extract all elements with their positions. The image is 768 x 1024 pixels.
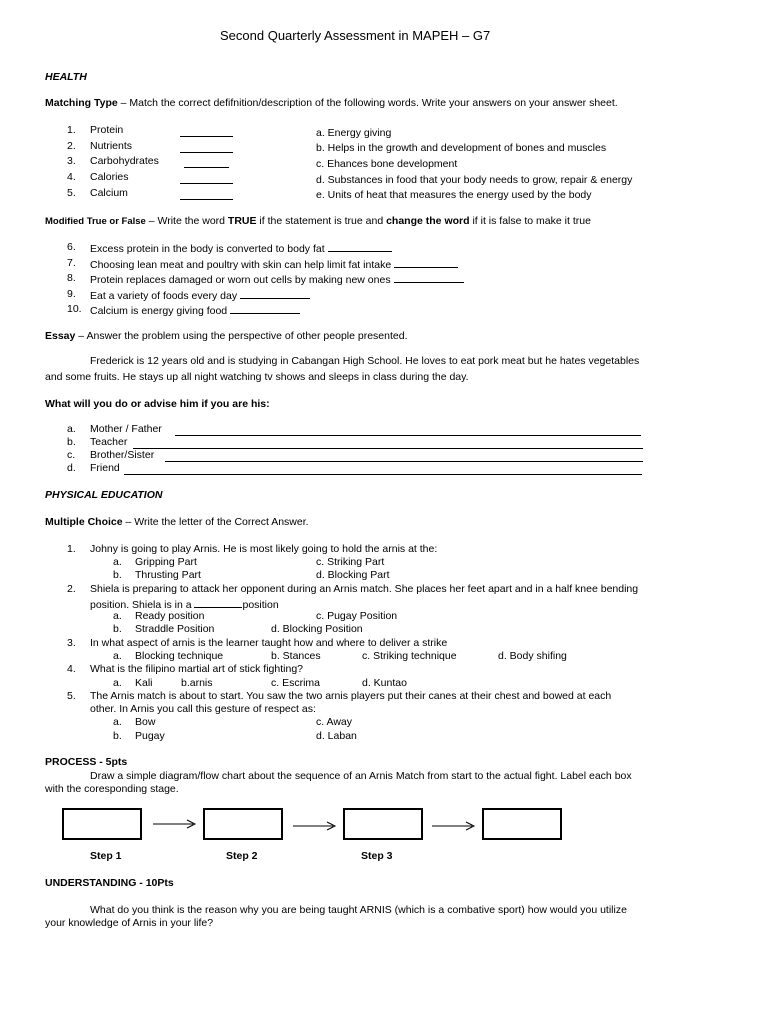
- arrow-right-icon: [432, 820, 478, 832]
- step-label: Step 3: [361, 850, 393, 862]
- choice-item: a. Energy giving: [316, 127, 392, 139]
- process-label: PROCESS - 5pts: [45, 756, 128, 768]
- essay-instruction-text: – Answer the problem using the perspective of other people presented.: [75, 330, 408, 342]
- essay-label: Essay: [45, 330, 76, 342]
- matching-num: 2.: [67, 140, 76, 152]
- option-text: c. Striking technique: [362, 650, 457, 662]
- option-text: Pugay: [135, 730, 165, 742]
- option-text: Straddle Position: [135, 623, 215, 635]
- tf-text: [90, 257, 458, 272]
- tf-statement: Protein replaces damaged or worn out cells by making new ones: [90, 274, 391, 286]
- essay-letter: c.: [67, 449, 76, 461]
- question-num: 1.: [67, 543, 76, 555]
- question-text: Johny is going to play Arnis. He is most likely going to hold the arnis at the:: [90, 543, 438, 555]
- answer-blank[interactable]: [180, 173, 233, 184]
- process-instruction: Draw a simple diagram/flow chart about the sequence of an Arnis Match from start to the actual fight. Label each box: [90, 770, 632, 782]
- understanding-question: your knowledge of Arnis in your life?: [45, 917, 214, 929]
- essay-paragraph: and some fruits. He stays up all night watching tv shows and sleeps in class during the day.: [45, 371, 469, 383]
- option-text: Ready position: [135, 610, 205, 622]
- understanding-question: What do you think is the reason why you are being taught ARNIS (which is a combative sport) how would you utilize: [90, 904, 627, 916]
- option-letter: a.: [113, 650, 122, 662]
- answer-blank[interactable]: [180, 142, 233, 153]
- option-text: c. Striking Part: [316, 556, 385, 568]
- choice-item: c. Ehances bone development: [316, 158, 458, 170]
- option-text: c. Away: [316, 716, 352, 728]
- option-text: d. Blocking Position: [271, 623, 363, 635]
- essay-who: Brother/Sister: [90, 449, 155, 461]
- tf-statement: Calcium is energy giving food: [90, 305, 228, 317]
- choice-item: e. Units of heat that measures the energy used by the body: [316, 189, 592, 201]
- option-text: Gripping Part: [135, 556, 197, 568]
- question-fragment: position. Shiela is in a: [90, 599, 195, 611]
- matching-instruction: [45, 97, 618, 110]
- process-instruction: with the coresponding stage.: [45, 783, 179, 795]
- option-letter: b.: [113, 730, 122, 742]
- answer-line[interactable]: [133, 438, 643, 449]
- essay-who: Mother / Father: [90, 423, 162, 435]
- flow-box-step-1[interactable]: [62, 808, 142, 840]
- truefalse-instruction: [45, 215, 591, 228]
- matching-word: Calcium: [90, 187, 128, 199]
- option-text: Thrusting Part: [135, 569, 201, 581]
- answer-line[interactable]: [124, 464, 642, 475]
- understanding-label: UNDERSTANDING - 10Pts: [45, 877, 174, 889]
- option-letter: a.: [113, 677, 122, 689]
- choice-item: d. Substances in food that your body needs to grow, repair & energy: [316, 174, 633, 186]
- pe-heading: PHYSICAL EDUCATION: [45, 489, 163, 501]
- question-text-cont: other. In Arnis you call this gesture of respect as:: [90, 703, 316, 715]
- arrow-right-icon: [293, 820, 339, 832]
- flow-box-step-4[interactable]: [482, 808, 562, 840]
- option-text: Blocking technique: [135, 650, 224, 662]
- mc-instruction-text: – Write the letter of the Correct Answer.: [122, 516, 309, 528]
- matching-num: 1.: [67, 124, 76, 136]
- essay-letter: b.: [67, 436, 76, 448]
- option-text: b.arnis: [181, 677, 213, 689]
- option-text: d. Blocking Part: [316, 569, 390, 581]
- option-text: c. Pugay Position: [316, 610, 398, 622]
- option-text: d. Body shifing: [498, 650, 567, 662]
- step-label: Step 1: [90, 850, 122, 862]
- matching-word: Nutrients: [90, 140, 133, 152]
- option-text: d. Laban: [316, 730, 357, 742]
- essay-question: What will you do or advise him if you are his:: [45, 398, 270, 410]
- mc-label: Multiple Choice: [45, 516, 123, 528]
- question-text: What is the filipino martial art of stick fighting?: [90, 663, 304, 675]
- option-letter: a.: [113, 716, 122, 728]
- tf-num: 8.: [67, 272, 76, 284]
- instruction-text: if the statement is true and: [256, 215, 387, 227]
- question-num: 3.: [67, 637, 76, 649]
- tf-statement: Eat a variety of foods every day: [90, 290, 238, 302]
- option-text: d. Kuntao: [362, 677, 407, 689]
- answer-blank[interactable]: [394, 272, 464, 283]
- step-label: Step 2: [226, 850, 258, 862]
- question-text: The Arnis match is about to start. You saw the two arnis players put their canes at their chest and bowed at each: [90, 690, 612, 702]
- truefalse-label: Modified True or False: [45, 216, 146, 227]
- option-letter: a.: [113, 556, 122, 568]
- flow-box-step-2[interactable]: [203, 808, 283, 840]
- question-num: 2.: [67, 583, 76, 595]
- instruction-emphasis: change the word: [386, 215, 470, 227]
- tf-text: [90, 272, 464, 287]
- answer-blank[interactable]: [240, 288, 310, 299]
- mc-instruction: [45, 516, 309, 529]
- page-title: Second Quarterly Assessment in MAPEH – G7: [220, 28, 491, 43]
- tf-num: 9.: [67, 288, 76, 300]
- essay-paragraph: Frederick is 12 years old and is studying in Cabangan High School. He loves to eat pork meat but he hates vegetables: [90, 355, 640, 367]
- matching-instruction-text: – Match the correct defifnition/description of the following words. Write your answers on your answer sheet.: [117, 97, 618, 109]
- matching-word: Calories: [90, 171, 129, 183]
- answer-blank[interactable]: [180, 189, 233, 200]
- essay-who: Teacher: [90, 436, 128, 448]
- health-heading: HEALTH: [45, 71, 87, 83]
- matching-num: 3.: [67, 155, 76, 167]
- matching-num: 5.: [67, 187, 76, 199]
- instruction-text: – Write the word: [145, 215, 228, 227]
- option-text: Kali: [135, 677, 153, 689]
- essay-letter: a.: [67, 423, 76, 435]
- instruction-text: if it is false to make it true: [469, 215, 591, 227]
- answer-blank[interactable]: [328, 241, 392, 252]
- option-text: c. Escrima: [271, 677, 321, 689]
- instruction-emphasis: TRUE: [227, 215, 257, 227]
- answer-blank[interactable]: [184, 157, 229, 168]
- essay-instruction: [45, 330, 408, 343]
- answer-blank[interactable]: [194, 597, 242, 608]
- option-letter: b.: [113, 623, 122, 635]
- option-text: Bow: [135, 716, 156, 728]
- tf-num: 6.: [67, 241, 76, 253]
- question-text: In what aspect of arnis is the learner taught how and where to deliver a strike: [90, 637, 448, 649]
- question-fragment: position: [242, 599, 279, 611]
- essay-who: Friend: [90, 462, 120, 474]
- matching-word: Protein: [90, 124, 124, 136]
- matching-label: Matching Type: [45, 97, 118, 109]
- answer-blank[interactable]: [394, 257, 458, 268]
- question-num: 4.: [67, 663, 76, 675]
- tf-statement: Excess protein in the body is converted to body fat: [90, 243, 325, 255]
- arrow-right-icon: [153, 818, 199, 830]
- answer-line[interactable]: [165, 451, 643, 462]
- tf-text: [90, 241, 392, 256]
- option-letter: a.: [113, 610, 122, 622]
- answer-blank[interactable]: [180, 126, 233, 137]
- question-num: 5.: [67, 690, 76, 702]
- question-text: Shiela is preparing to attack her opponent during an Arnis match. She places her feet apart and in a half knee bending: [90, 583, 639, 595]
- flow-box-step-3[interactable]: [343, 808, 423, 840]
- option-text: b. Stances: [271, 650, 321, 662]
- matching-num: 4.: [67, 171, 76, 183]
- matching-word: Carbohydrates: [90, 155, 159, 167]
- tf-num: 10.: [67, 303, 82, 315]
- answer-line[interactable]: [175, 425, 641, 436]
- choice-item: b. Helps in the growth and development of bones and muscles: [316, 142, 607, 154]
- tf-statement: Choosing lean meat and poultry with skin can help limit fat intake: [90, 259, 392, 271]
- tf-text: [90, 288, 310, 303]
- essay-letter: d.: [67, 462, 76, 474]
- answer-blank[interactable]: [230, 303, 300, 314]
- tf-num: 7.: [67, 257, 76, 269]
- option-letter: b.: [113, 569, 122, 581]
- tf-text: [90, 303, 300, 318]
